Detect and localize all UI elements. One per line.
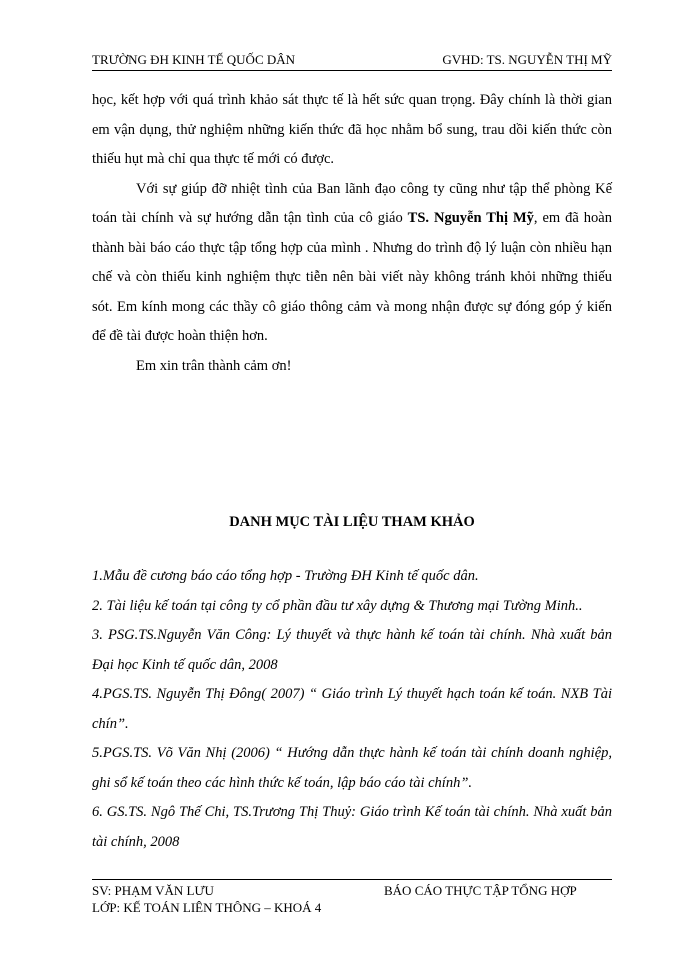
- page-footer: [92, 879, 612, 916]
- references-title: DANH MỤC TÀI LIỆU THAM KHẢO: [229, 514, 475, 530]
- reference-item: 4.PGS.TS. Nguyễn Thị Đông( 2007) “ Giáo trình Lý thuyết hạch toán kế toán. NXB Tài chín”.: [92, 686, 612, 732]
- reference-item: 2. Tài liệu kế toán tại công ty cổ phần đầu tư xây dựng & Thương mại Tường Minh..: [92, 597, 583, 614]
- body-text: [92, 86, 612, 381]
- header-advisor: GVHD: TS. NGUYỄN THỊ MỸ: [442, 52, 612, 67]
- thanks-line: Em xin trân thành cảm ơn!: [136, 357, 292, 374]
- paragraph-2: [92, 175, 612, 352]
- reference-item: 6. GS.TS. Ngô Thế Chi, TS.Trương Thị Thuỷ: Giáo trình Kế toán tài chính. Nhà xuất bản tài chính, 2008: [92, 804, 612, 850]
- header-school: TRƯỜNG ĐH KINH TẾ QUỐC DÂN: [92, 52, 296, 67]
- references-list: [92, 562, 612, 857]
- paragraph-2-start: Với sự giúp đỡ nhiệt tình của Ban lãnh đạo công ty cũng như tập thể phòng Kế toán tài chính và sự hướng dẫn tận tình của cô giáo: [92, 180, 612, 226]
- reference-item: 5.PGS.TS. Võ Văn Nhị (2006) “ Hướng dẫn thực hành kế toán tài chính doanh nghiệp, ghi sổ kế toán theo các hình thức kế toán, lập báo cáo tài chính”.: [92, 745, 612, 791]
- page-header: [92, 52, 612, 71]
- advisor-name: TS. Nguyễn Thị Mỹ: [407, 210, 534, 226]
- footer-report-title: BÁO CÁO THỰC TẬP TỔNG HỢP: [384, 883, 577, 898]
- paragraph-1: học, kết hợp với quá trình khảo sát thực tế là hết sức quan trọng. Đây chính là thời gian em vận dụng, thử nghiệm những kiến thức đã học nhằm bổ sung, trau dồi kiến thức còn thiếu hụt mà chỉ qua thực tế mới có được.: [92, 92, 612, 167]
- footer-class: LỚP: KẾ TOÁN LIÊN THÔNG – KHOÁ 4: [92, 900, 322, 915]
- footer-student: SV: PHẠM VĂN LƯU: [92, 883, 214, 898]
- reference-item: 3. PSG.TS.Nguyễn Văn Công: Lý thuyết và thực hành kế toán tài chính. Nhà xuất bản Đại học Kinh tế quốc dân, 2008: [92, 627, 612, 673]
- paragraph-2-end: , em đã hoàn thành bài báo cáo thực tập tổng hợp của mình . Nhưng do trình độ lý luận còn nhiều hạn chế và còn thiếu kinh nghiệm thực tiễn nên bài viết này không tránh khỏi những thiếu sót. Em kính mong các thầy cô giáo thông cảm và mong nhận được sự đóng góp ý kiến để đề tài được hoàn thiện hơn.: [92, 210, 612, 344]
- reference-item: 1.Mẫu đề cương báo cáo tổng hợp - Trường ĐH Kinh tế quốc dân.: [92, 568, 479, 584]
